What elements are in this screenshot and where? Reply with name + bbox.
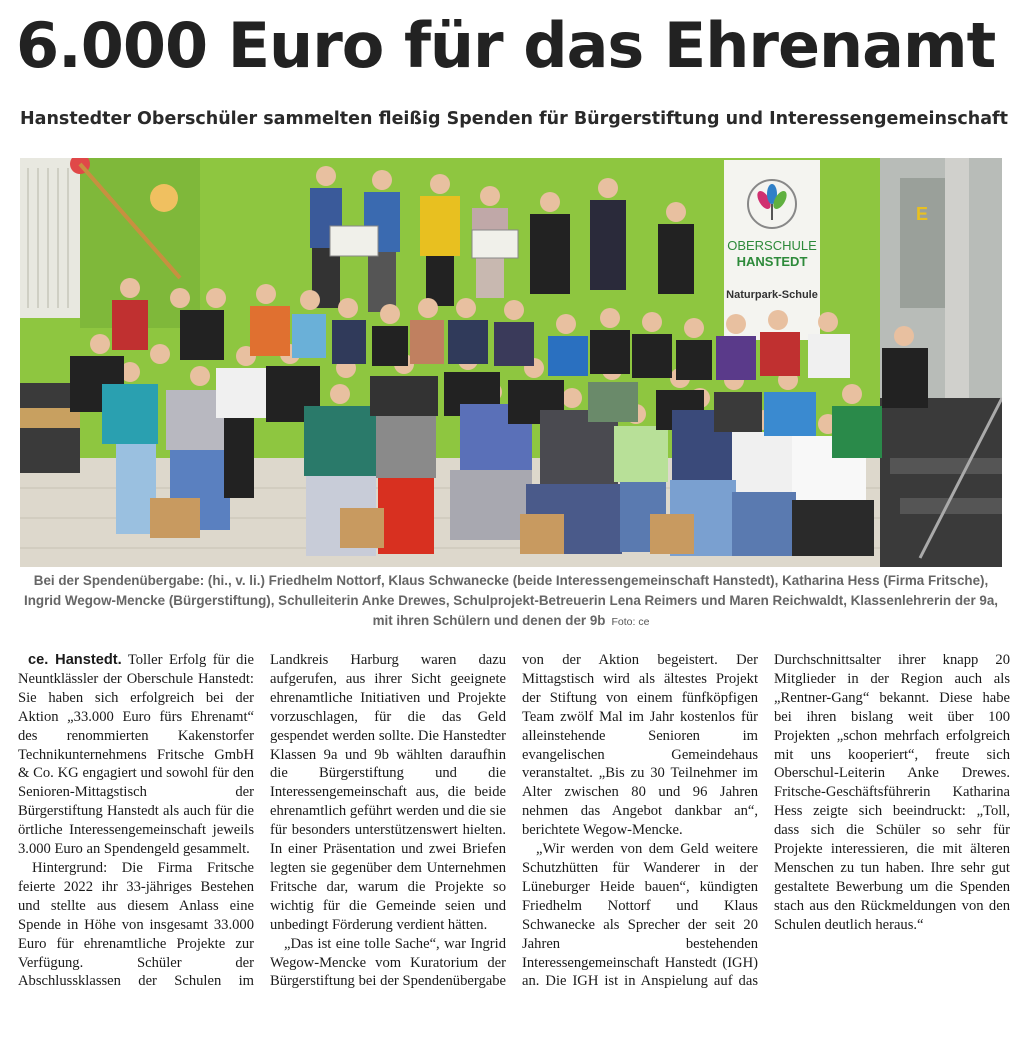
paragraph-1-text: Toller Erfolg für die Neuntklässler der Oberschule Hanstedt: Sie haben sich erfolgreich bei der Aktion „33.000 Euro fürs Ehrenamt“ des renommierten Kakenstorfer Technikunternehmens Fritsche GmbH & Co. KG engagiert und sowohl für den Senioren-Mittagstisch der Bürgerstiftung Hanstedt als auch für die örtliche Interessengemeinschaft jeweils 3.000 Euro an Spendengeld gesammelt. (18, 652, 254, 858)
banner-partner: Naturpark-Schule (726, 289, 818, 301)
group-photo (20, 158, 1002, 567)
caption-text: Bei der Spendenübergabe: (hi., v. li.) Friedhelm Nottorf, Klaus Schwanecke (beide Interessengemeinschaft Hanstedt), Katharina Hess (Firma Fritsche), Ingrid Wegow-Mencke (Bürgerstiftung), Schulleiterin Anke Drewes, Schulprojekt-Betreuerin Lena Reimers und Maren Reichwaldt, Klassenlehrerin der 9a, mit ihren Schülern und denen der 9b (23, 573, 999, 628)
subheadline: Hanstedter Oberschüler sammelten fleißig Spenden für Bürgerstiftung und Interessengemeinschaft (20, 109, 1008, 129)
paragraph-4: „Wir werden von dem Geld weitere Schutzhütten für Wanderer in der Lüneburger Heide bauen“, kündigten Friedhelm Nottorf und Klaus Schwanecke als Sprecher der seit 20 Jahren bestehenden Interessengemeinschaft Hanstedt (IGH) an. Die IGH ist in Anspielung auf das Durchschnittsalter ihrer knapp 20 Mitglieder in der Region auch als „Rentner-Gang“ bekannt. Diese habe bei ihren bislang weit über 100 Projekten „schon mehrfach erfolgreich mit uns kooperiert“, freute sich Oberschul-Leiterin Anke Drewes. Fritsche-Geschäftsführerin Katharina Hess zeigte sich beeindruckt: „Toll, dass sich die Schüler so sehr für Projekte interessieren, die mit älteren Menschen zu tun haben. Ihre sehr gut gestaltete Bewerbung um die Spenden stach aus den Rückmeldungen von den Schulen deutlich heraus.“ (522, 652, 1010, 990)
dateline: ce. Hanstedt. (28, 652, 122, 668)
photo-caption (20, 571, 1002, 632)
photo-credit: Foto: ce (611, 616, 650, 628)
banner-school-line2: HANSTEDT (736, 254, 808, 269)
banner-school-line1: OBERSCHULE (727, 238, 817, 253)
paragraph-1 (18, 651, 254, 859)
paragraph-3: „Das ist eine tolle Sache“, war Ingrid Wegow-Mencke vom Kuratorium der Bürgerstiftung bei der Spendenübergabe von der Aktion begeistert. Der Mittagstisch wird als ältestes Projekt der Stiftung von einem fünfköpfigen Team zwölf Mal im Jahr kostenlos für alleinstehende Senioren im evangelischen Gemeindehaus veranstaltet. „Bis zu 30 Teilnehmer im Alter zwischen 80 und 96 Jahren nehmen das Angebot dankbar an“, berichtete Wegow-Mencke. (270, 652, 758, 990)
headline: 6.000 Euro für das Ehrenamt (16, 9, 996, 82)
paragraph-2: Hintergrund: Die Firma Fritsche feierte 2022 ihr 33-jähriges Bestehen und stellte aus diesem Anlass eine Spende in Höhe von insgesamt 33.000 Euro für ehrenamtliche Projekte zur Verfügung. Schüler der Abschlussklassen der Schulen im Landkreis Harburg waren dazu aufgerufen, aus ihrer Sicht geeignete ehrenamtliche Initiativen und Projekte vorzuschlagen, für die das Geld gespendet werden sollte. Die Hanstedter Klassen 9a und 9b wählten daraufhin die Bürgerstiftung und die Interessengemeinschaft aus, die beide ehrenamtlich geführt werden und die sie für besonders unterstützenswert hielten. In einer Präsentation und zwei Briefen legten sie gegenüber dem Unternehmen Fritsche dar, warum die Projekte so wichtig für die Gemeinde seien und unbedingt Förderung verdient hätten. (18, 652, 506, 990)
wall-letter: E (916, 204, 929, 224)
article-body (18, 651, 1010, 1036)
